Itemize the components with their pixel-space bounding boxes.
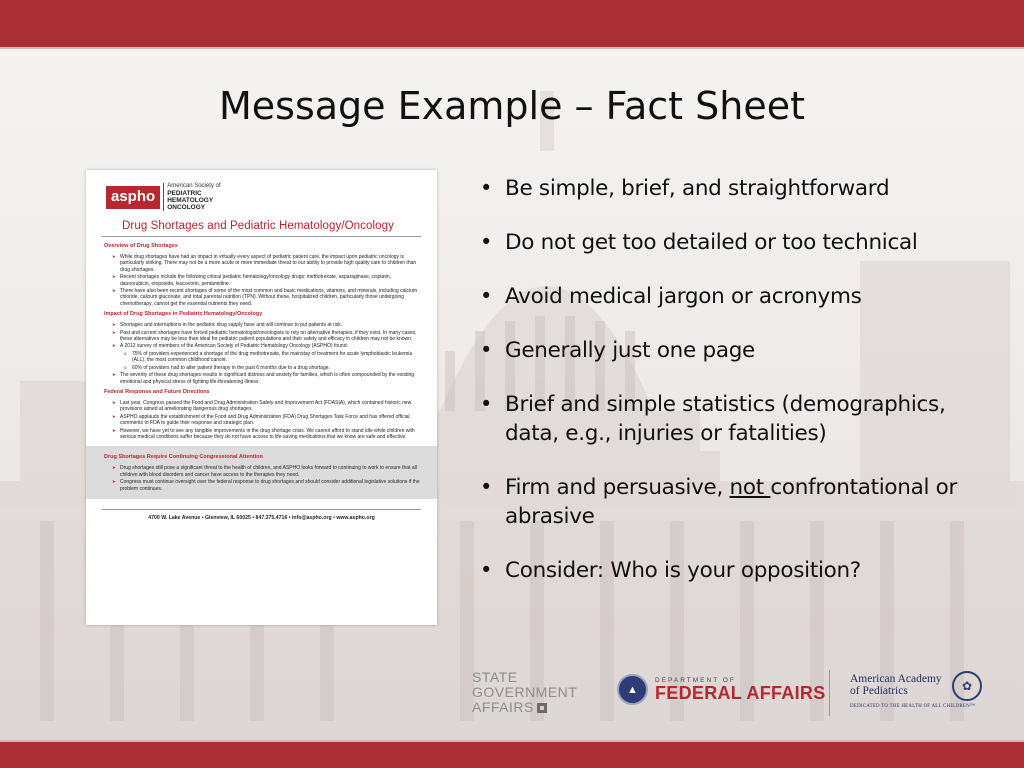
list-item: o 75% of providers experienced a shortage of the drug methotrexate, the mainstay of treatment for acute lymphoblastic leukemia (ALL), the most common childhood cancer. [124, 351, 421, 364]
logo-divider [829, 670, 830, 716]
aap-seal-icon: ✿ [952, 671, 982, 701]
top-band [0, 0, 1024, 49]
guideline-item: • Be simple, brief, and straightforward [478, 174, 998, 203]
list-item: ➤ A 2012 survey of members of the American Society of Pediatric Hematology Oncology (ASPHO) found: [112, 343, 421, 349]
section-heading: Drug Shortages Require Continuing Congressional Attention [104, 454, 263, 461]
slide-title: Message Example – Fact Sheet [218, 84, 806, 128]
section-heading: Federal Response and Future Directions [104, 388, 210, 395]
list-item: ➤ Congress must continue oversight over the federal response to drug shortages and should consider additional legislative solutions if the problem continues. [112, 479, 421, 492]
guideline-item: • Consider: Who is your opposition? [478, 556, 998, 585]
fact-sheet-document [86, 170, 437, 625]
guideline-item: • Avoid medical jargon or acronyms [478, 282, 998, 311]
aap-logo: American Academy of Pediatrics DEDICATED TO THE HEALTH OF ALL CHILDREN™ ✿ [850, 673, 1000, 709]
list-item: ➤ Last year, Congress passed the Food and Drug Administration Safety and Improvement Act (FDASIA), which contained historic new provisions aimed at ameliorating dangerous drug shortages. [112, 400, 421, 413]
bottom-band [0, 740, 1024, 768]
section-list [112, 254, 421, 307]
list-item: ➤ There have also been recent shortages of some of the most common and basic medications, vitamins, and minerals, including calcium chloride, calcium gluconate, and total parental nutrition (TPN). Without these, hospitalized children, particularly those undergoing chemotherapy, cannot get the essential nutrients they need. [112, 288, 421, 307]
list-item: ➤ While drug shortages have had an impact in virtually every aspect of pediatric patient care, the impact upon pediatric oncology is particularly striking. There may not be a more acute or more immediate threat to our ability to provide high quality care to children than drug shortages. [112, 254, 421, 273]
federal-affairs-logo: ▲ DEPARTMENT OF FEDERAL AFFAIRS [617, 674, 826, 705]
list-item: ➤ The severity of these drug shortages results in significant distress and anxiety for families, which is often compounded by the existing emotional and physical stress of fighting life-threatening illness. [112, 372, 421, 385]
guideline-item: • Generally just one page [478, 336, 998, 365]
guideline-item: • Brief and simple statistics (demographics, data, e.g., injuries or fatalities) [478, 390, 998, 448]
section-list [112, 322, 421, 385]
shaded-section [86, 446, 437, 499]
divider [102, 236, 421, 237]
state-government-affairs-logo: STATE GOVERNMENT AFFAIRS [472, 669, 578, 715]
section-list [112, 465, 421, 492]
section-heading: Overview of Drug Shortages [104, 243, 178, 249]
list-item: ➤ ASPHO applauds the establishment of the Food and Drug Administration (FDA) Drug Shortages Task Force and has offered official comments to FDA to guide their response and strategic plan. [112, 414, 421, 427]
list-item: o 60% of providers had to alter patient therapy in the past 6 months due to a drug shortage. [124, 365, 421, 371]
aspho-logo: aspho American Society of PEDIATRIC HEMATOLOGY ONCOLOGY [106, 184, 421, 210]
section-list [112, 400, 421, 440]
square-mark-icon [537, 703, 547, 713]
capitol-seal-icon: ▲ [617, 674, 648, 705]
fact-sheet-title: Drug Shortages and Pediatric Hematology/Oncology [122, 220, 395, 232]
list-item: ➤ Drug shortages still pose a significant threat to the health of children, and ASPHO looks forward to continuing to work to ensure that all children with blood disorders and cancer have access to the therapies they need. [112, 465, 421, 478]
list-item: ➤ Recent shortages include the following critical pediatric hematology/oncology drugs: methotrexate, asparaginase, cisplatin, daunorubicin, etoposide, leucovorin, pentamidine. [112, 274, 421, 287]
section-heading: Impact of Drug Shortages in Pediatric Hematology/Oncology [104, 311, 263, 318]
fact-sheet-sections [102, 243, 421, 440]
list-item: ➤ Shortages and interruptions in the pediatric drug supply have and will continue to put patients at risk. [112, 322, 421, 328]
guideline-item: • Firm and persuasive, not confrontational or abrasive [478, 473, 998, 531]
guideline-item: • Do not get too detailed or too technical [478, 228, 998, 257]
list-item: ➤ Past and current shortages have forced pediatric hematologist/oncologists to rely on alternative therapies, if they exist. In many cases, these alternatives may be less than ideal for pediatric patient populations and their safety and efficacy in children may not be known. [112, 330, 421, 343]
guidelines-list [478, 174, 998, 610]
list-item: ➤ However, we have yet to see any tangible improvements in the drug shortage crisis. We cannot afford to stand idle while children with serious medical conditions suffer because they do not have access to life-saving medications that we know are safe and effective. [112, 428, 421, 441]
fact-sheet-footer: 4700 W. Lake Avenue • Glenview, IL 60025 • 847.375.4716 • info@aspho.org • www.aspho.org [102, 509, 421, 521]
